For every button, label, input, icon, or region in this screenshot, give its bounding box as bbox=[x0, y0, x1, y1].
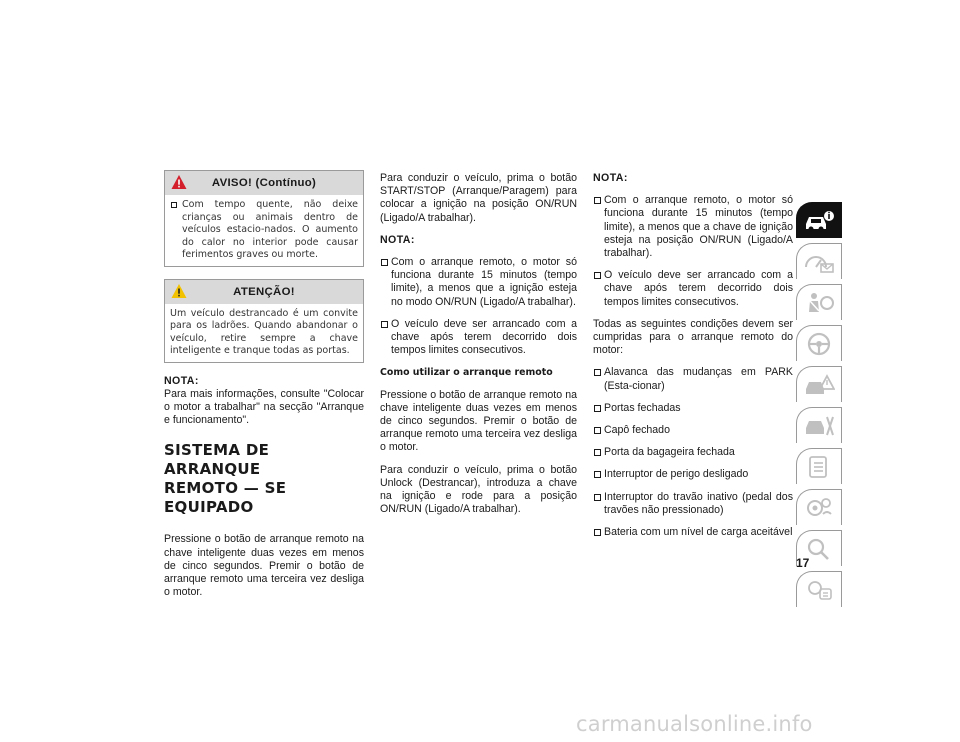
note-text: Para mais informações, consulte "Colocar o motor a trabalhar" na secção "Arranque e funcionamento". bbox=[164, 387, 364, 427]
paragraph: Todas as seguintes condições devem ser cumpridas para o arranque remoto do motor: bbox=[593, 317, 793, 357]
checkbox-bullet-icon bbox=[594, 197, 601, 204]
section-title: SISTEMA DE ARRANQUE REMOTO — SE EQUIPADO bbox=[164, 441, 287, 517]
note-label: NOTA: bbox=[164, 374, 199, 387]
note-paragraph bbox=[164, 375, 364, 428]
car-info-icon bbox=[803, 208, 835, 234]
condition-item: Capô fechado bbox=[593, 424, 793, 437]
warning-header bbox=[165, 171, 363, 195]
sub-heading: Como utilizar o arranque remoto bbox=[380, 367, 553, 379]
tab-dashboard[interactable] bbox=[796, 243, 842, 279]
note-label: NOTA: bbox=[593, 172, 628, 184]
multimedia-language-icon bbox=[803, 577, 835, 603]
condition-item: Interruptor de perigo desligado bbox=[593, 468, 793, 481]
warning-triangle-icon bbox=[171, 174, 187, 190]
paragraph: Para conduzir o veículo, prima o botão START/STOP (Arranque/Paragem) para colocar a ignição na posição ON/RUN (Ligado/A trabalhar). bbox=[380, 172, 577, 224]
checkbox-bullet-icon bbox=[171, 202, 177, 208]
tab-servicing[interactable] bbox=[796, 407, 842, 443]
condition-item: Bateria com um nível de carga aceitável bbox=[593, 526, 793, 539]
warning-bullet: Com tempo quente, não deixe crianças ou animais dentro de veículos estacio-nados. O aumento do calor no interior pode causar ferimentos graves ou morte. bbox=[170, 199, 358, 262]
note-bullet: Com o arranque remoto, o motor só funciona durante 15 minutos (tempo limite), a menos que a ignição esteja no modo ON/RUN (Ligado/A trabalhar). bbox=[380, 256, 577, 309]
column-3 bbox=[593, 172, 793, 548]
tab-car-info[interactable] bbox=[796, 202, 842, 238]
car-warning-icon bbox=[803, 372, 835, 398]
column-1 bbox=[164, 170, 364, 608]
note-bullet: O veículo deve ser arrancado com a chave após terem decorrido dois tempos limites consecutivos. bbox=[593, 269, 793, 309]
tab-multimedia[interactable] bbox=[796, 489, 842, 525]
column-2 bbox=[380, 172, 577, 525]
dashboard-envelope-icon bbox=[803, 249, 835, 275]
paragraph: Pressione o botão de arranque remoto na chave inteligente duas vezes em menos de cinco segundos. Premir o botão de arranque remoto uma terceira vez desliga o motor. bbox=[380, 388, 577, 454]
tab-emergency[interactable] bbox=[796, 366, 842, 402]
maintenance-checklist-icon bbox=[803, 454, 835, 480]
tab-driving[interactable] bbox=[796, 325, 842, 361]
condition-item: Interruptor do travão inativo (pedal dos travões não pressionado) bbox=[593, 491, 793, 517]
tab-safety[interactable] bbox=[796, 284, 842, 320]
checkbox-bullet-icon bbox=[594, 272, 601, 279]
car-tools-icon bbox=[803, 413, 835, 439]
checkbox-bullet-icon bbox=[594, 427, 601, 434]
checkbox-bullet-icon bbox=[594, 449, 601, 456]
checkbox-bullet-icon bbox=[381, 321, 388, 328]
warning-title: AVISO! (Contínuo) bbox=[211, 177, 317, 189]
checkbox-bullet-icon bbox=[594, 405, 601, 412]
tab-language[interactable] bbox=[796, 571, 842, 607]
caution-header bbox=[165, 280, 363, 304]
warning-body bbox=[165, 195, 363, 266]
watermark: carmanualsonline.info bbox=[576, 712, 813, 736]
checkbox-bullet-icon bbox=[594, 494, 601, 501]
caution-body: Um veículo destrancado é um convite para os ladrões. Quando abandonar o veículo, retire sempre a chave inteligente e tranque todas as portas. bbox=[170, 307, 358, 356]
checkbox-bullet-icon bbox=[594, 471, 601, 478]
tab-specifications[interactable] bbox=[796, 448, 842, 484]
checkbox-bullet-icon bbox=[381, 259, 388, 266]
checkbox-bullet-icon bbox=[594, 369, 601, 376]
specifications-gears-icon bbox=[803, 495, 835, 521]
checkbox-bullet-icon bbox=[594, 529, 601, 536]
caution-triangle-icon bbox=[171, 283, 187, 299]
condition-item: Alavanca das mudanças em PARK (Esta-cionar) bbox=[593, 366, 793, 392]
condition-item: Portas fechadas bbox=[593, 402, 793, 415]
steering-wheel-icon bbox=[803, 331, 835, 357]
caution-title: ATENÇÃO! bbox=[233, 285, 295, 298]
page-number: 17 bbox=[796, 556, 810, 570]
paragraph: Pressione o botão de arranque remoto na chave inteligente duas vezes em menos de cinco segundos. Premir o botão de arranque remoto uma terceira vez desliga o motor. bbox=[164, 533, 364, 599]
note-bullet: O veículo deve ser arrancado com a chave após terem decorrido dois tempos limites consecutivos. bbox=[380, 318, 577, 358]
paragraph: Para conduzir o veículo, prima o botão Unlock (Destrancar), introduza a chave na ignição e rode para a posição ON/RUN (Ligado/A trabalhar). bbox=[380, 463, 577, 516]
caution-box bbox=[164, 279, 364, 363]
warning-box bbox=[164, 170, 364, 267]
condition-item: Porta da bagageira fechada bbox=[593, 446, 793, 459]
note-bullet: Com o arranque remoto, o motor só funciona durante 15 minutos (tempo limite), a menos que a chave de ignição esteja na posição ON/RUN (Ligado/A trabalhar). bbox=[593, 194, 793, 260]
note-label: NOTA: bbox=[380, 233, 415, 246]
seatbelt-airbag-icon bbox=[803, 290, 835, 316]
chapter-tabs bbox=[796, 202, 842, 612]
